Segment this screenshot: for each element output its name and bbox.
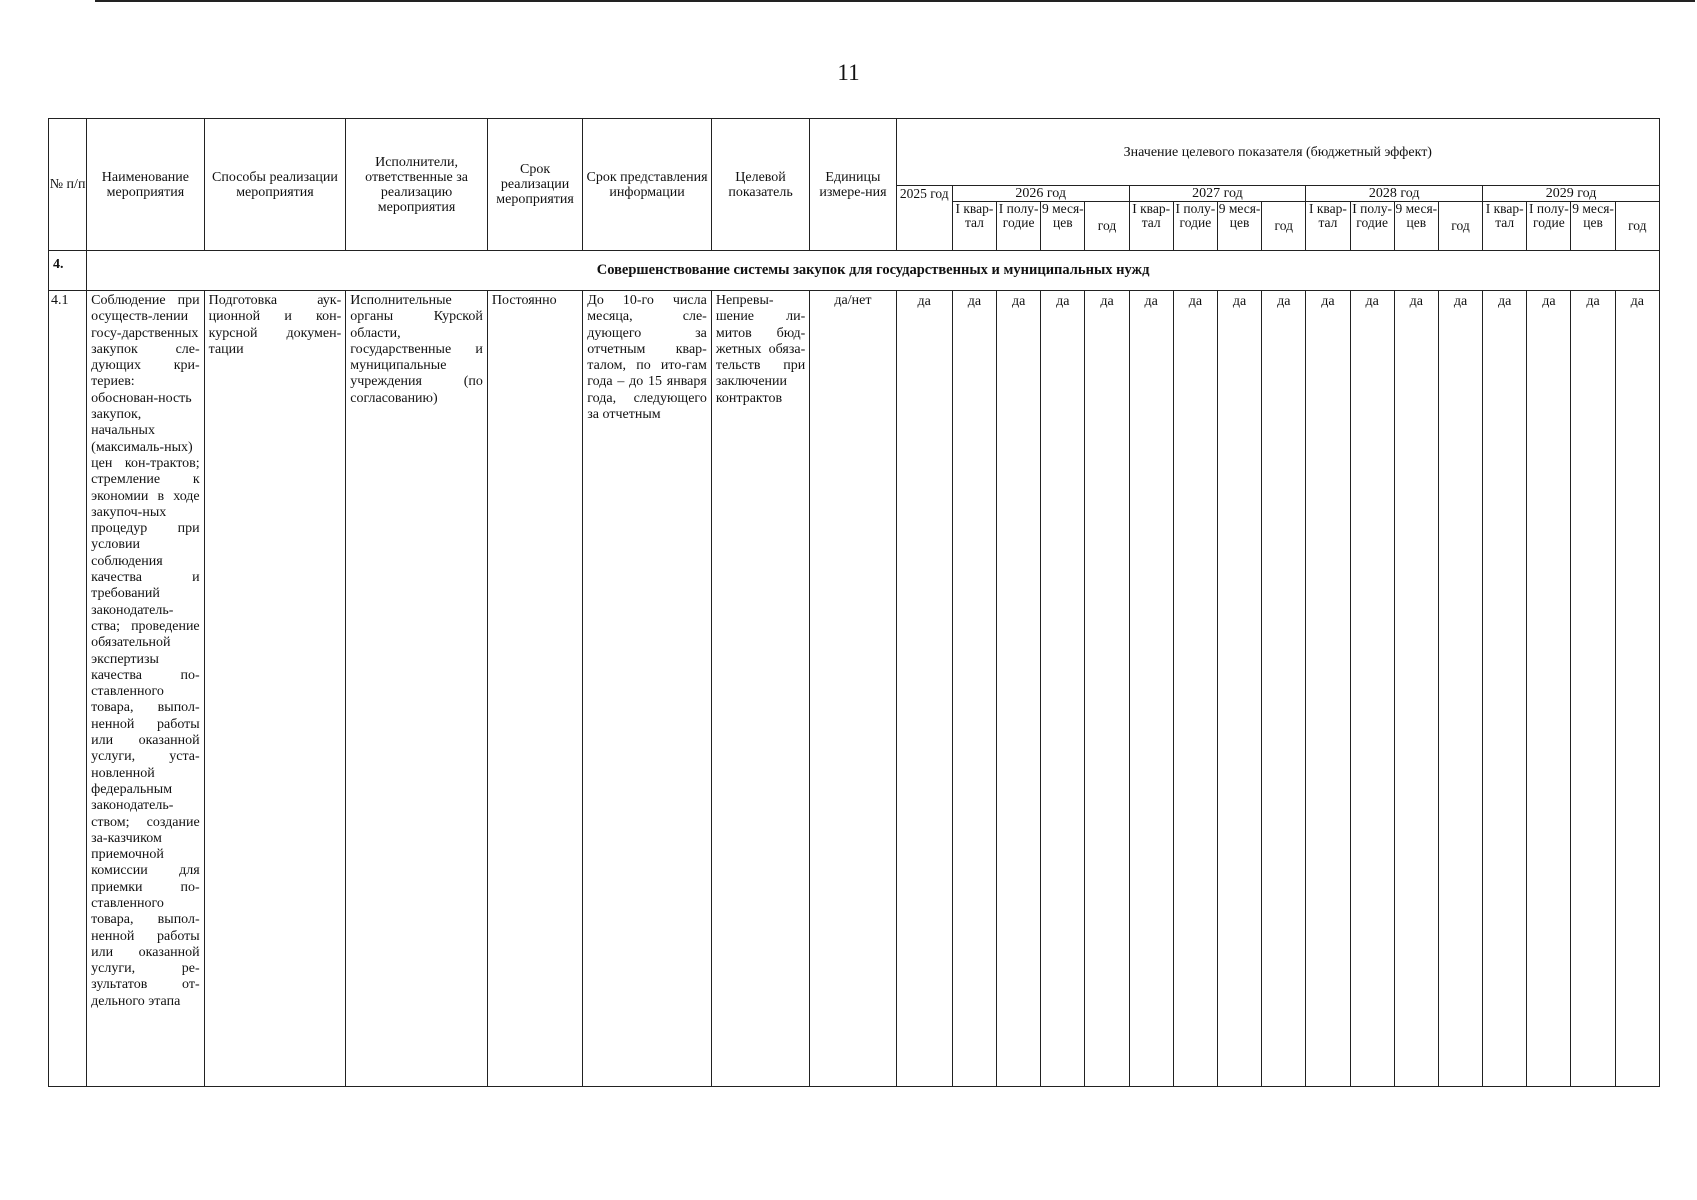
row-report-term: До 10-го числа месяца, сле-дующего за отчетным квар-талом, по ито-гам года – до 15 января года, следующего за отчетным	[583, 291, 712, 1087]
row-executors: Исполнительные органы Курской области, государственные и муниципальные учреждения (по согласованию)	[346, 291, 488, 1087]
value-cell: да	[1306, 291, 1350, 1087]
value-cell: да	[1527, 291, 1571, 1087]
value-cell: да	[896, 291, 952, 1087]
page-number: 11	[837, 60, 860, 85]
period-cell: I полу-годие	[997, 202, 1041, 251]
header-name: Наименование мероприятия	[87, 119, 205, 251]
header-number: № п/п	[49, 119, 87, 251]
period-cell: год	[1615, 202, 1659, 251]
period-cell: 9 меся-цев	[1571, 202, 1615, 251]
section-number: 4.	[49, 251, 87, 291]
header-base-year: 2025 год	[896, 186, 952, 251]
value-cell: да	[1173, 291, 1217, 1087]
period-cell: 9 меся-цев	[1217, 202, 1261, 251]
row-indicator: Непревы-шение ли-митов бюд-жетных обяза-тельств при заключении контрактов	[711, 291, 809, 1087]
value-cell: да	[1438, 291, 1482, 1087]
header-report-term: Срок представления информации	[583, 119, 712, 251]
header-year-2027: 2027 год	[1129, 186, 1306, 202]
row-methods: Подготовка аук-ционной и кон-курсной докумен-тации	[204, 291, 346, 1087]
header-year-2026: 2026 год	[952, 186, 1129, 202]
row-number: 4.1	[49, 291, 87, 1087]
row-term: Постоянно	[487, 291, 582, 1087]
value-cell: да	[1571, 291, 1615, 1087]
period-cell: I полу-годие	[1350, 202, 1394, 251]
row-name: Соблюдение при осуществ-лении госу-дарственных закупок сле-дующих кри-териев: обоснован-ность закупок, начальных (максималь-ных) цен кон-трактов; стремление к экономии в ходе закупоч-ных процедур при условии соблюдения качества и требований законодатель-ства; проведение обязательной экспертизы качества по-ставленного товара, выпол-ненной работы или оказанной услуги, уста-новленной федеральным законодатель-ством; создание за-казчиком приемочной комиссии для приемки по-ставленного товара, выпол-ненной работы или оказанной услуги, ре-зультатов от-дельного этапа	[87, 291, 205, 1087]
value-cell: да	[1129, 291, 1173, 1087]
header-value-group: Значение целевого показателя (бюджетный эффект)	[896, 119, 1659, 186]
header-units: Единицы измере-ния	[810, 119, 896, 251]
value-cell: да	[1615, 291, 1659, 1087]
top-rule	[95, 0, 1695, 2]
value-cell: да	[1394, 291, 1438, 1087]
header-executors: Исполнители, ответственные за реализацию мероприятия	[346, 119, 488, 251]
header-year-2028: 2028 год	[1306, 186, 1483, 202]
period-cell: год	[1262, 202, 1306, 251]
value-cell: да	[952, 291, 996, 1087]
period-cell: 9 меся-цев	[1394, 202, 1438, 251]
header-indicator: Целевой показатель	[711, 119, 809, 251]
value-cell: да	[997, 291, 1041, 1087]
row-units: да/нет	[810, 291, 896, 1087]
period-cell: 9 меся-цев	[1041, 202, 1085, 251]
header-year-2029: 2029 год	[1483, 186, 1660, 202]
period-cell: I полу-годие	[1527, 202, 1571, 251]
period-cell: I квар-тал	[1306, 202, 1350, 251]
value-cell: да	[1085, 291, 1129, 1087]
value-cell: да	[1483, 291, 1527, 1087]
value-cell: да	[1041, 291, 1085, 1087]
period-cell: I квар-тал	[1129, 202, 1173, 251]
header-methods: Способы реализации мероприятия	[204, 119, 346, 251]
section-title: Совершенствование системы закупок для государственных и муниципальных нужд	[87, 251, 1660, 291]
period-cell: I квар-тал	[952, 202, 996, 251]
indicator-table	[48, 118, 1660, 1087]
header-term: Срок реализации мероприятия	[487, 119, 582, 251]
value-cell: да	[1262, 291, 1306, 1087]
period-cell: I полу-годие	[1173, 202, 1217, 251]
period-cell: год	[1085, 202, 1129, 251]
value-cell: да	[1350, 291, 1394, 1087]
period-cell: I квар-тал	[1483, 202, 1527, 251]
period-cell: год	[1438, 202, 1482, 251]
value-cell: да	[1217, 291, 1261, 1087]
